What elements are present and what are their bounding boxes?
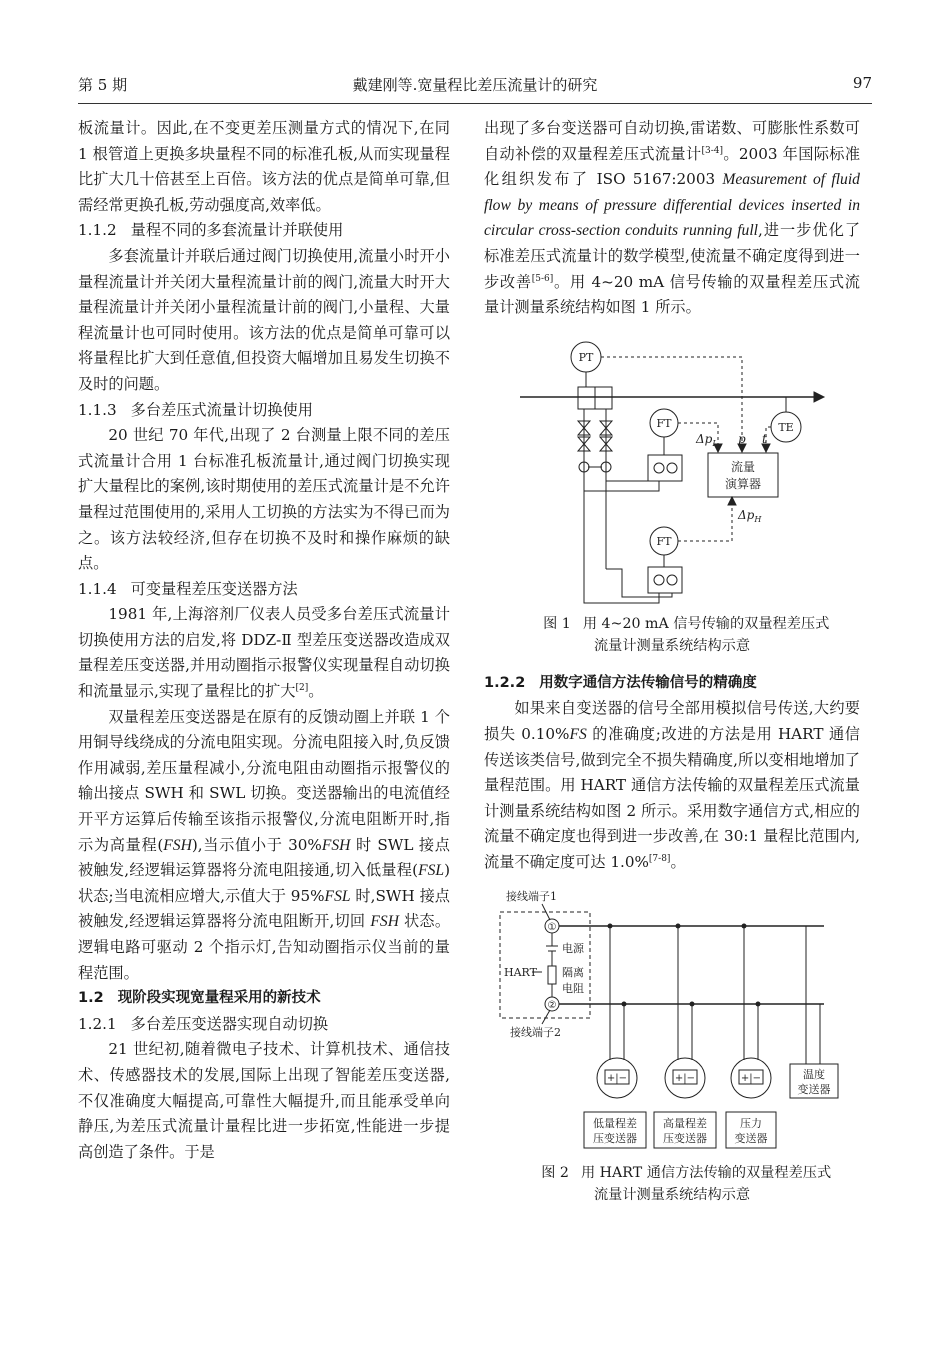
paragraph: 如果来自变送器的信号全部用模拟信号传送,大约要损失 0.10%FS 的准确度;改进的方法是用 HART 通信传送该类信号,做到完全不损失精确度,所以变相地增加了量程范围。用 HART 通信方法传输的双量程差压式流量计测量系统结构如图 2 所示。采用数字通信方式,相应的流量不确定度也得到进一步改善,在 30:1 量程比范围内,流量不确定度可达 1.0%[7-8]。: [484, 699, 860, 871]
dpl-label: $\Delta p_L$: [696, 431, 718, 448]
figure-1-caption: 图 1 用 4~20 mA 信号传输的双量程差压式 流量计测量系统结构示意: [543, 615, 830, 654]
dph-signal-line: [678, 499, 732, 541]
section-heading-1-1-4: 1.1.4 可变量程差压变送器方法: [78, 579, 298, 598]
section-heading-1-2-1: 1.2.1 多台差压变送器实现自动切换: [78, 1014, 329, 1033]
svg-text:低量程差: 低量程差: [593, 1116, 637, 1130]
figure-2-caption: 图 2 用 HART 通信方法传输的双量程差压式 流量计测量系统结构示意: [541, 1164, 832, 1203]
citation: [5-6]: [531, 273, 554, 284]
left-column: [78, 116, 450, 1165]
citation: [3-4]: [701, 145, 723, 156]
p-label: p: [738, 431, 746, 446]
svg-text:变送器: 变送器: [797, 1082, 831, 1096]
running-title: 戴建刚等.宽量程比差压流量计的研究: [352, 76, 598, 94]
section-heading-1-1-3: 1.1.3 多台差压式流量计切换使用: [78, 400, 313, 419]
hart-label: HART: [504, 965, 537, 979]
power-label: 电源: [562, 941, 584, 955]
figure-2-diagram: [484, 886, 860, 1162]
flow-arrow: [814, 392, 824, 402]
svg-text:高量程差: 高量程差: [663, 1116, 707, 1130]
dph-label: $\Delta p_H$: [738, 507, 762, 524]
paragraph: 双量程差压变送器是在原有的反馈动圈上并联 1 个用铜导线绕成的分流电阻实现。分流电阻接入时,负反馈作用减弱,差压量程减小,分流电阻由动圈指示报警仪的输出接点 SWH 和 SWL 切换。变送器输出的电流值经开平方运算后传输至该指示报警仪,分流电阻断开时,指示为高量程(FSH),当示值小于 30%FSH 时 SWL 接点被触发,经逻辑运算器将分流电阻接通,切入低量程(FSL)状态;当电流相应增大,示值大于 95%FSL 时,SWH 接点被触发,经逻辑运算器将分流电阻断开,切回 FSH 状态。逻辑电路可驱动 2 个指示灯,告知动圈指示仪当前的量程范围。: [78, 707, 451, 982]
t-label: t: [762, 431, 767, 446]
svg-text:①: ①: [547, 921, 557, 933]
ft-low-label: FT: [656, 416, 672, 430]
right-column: [484, 116, 860, 1206]
citation: [7-8]: [648, 853, 671, 864]
paragraph: 板流量计。因此,在不变更差压测量方式的情况下,在同 1 根管道上更换多块量程不同的标准孔板,从而实现量程比扩大几十倍甚至上百倍。该方法的优点是简单可靠,但需经常更换孔板,劳动强度高,效率低。: [78, 119, 450, 214]
svg-text:压变送器: 压变送器: [663, 1131, 707, 1145]
figure-1: [484, 331, 860, 657]
calculator-label-2: 演算器: [724, 476, 762, 491]
svg-text:温度: 温度: [803, 1067, 825, 1081]
svg-text:变送器: 变送器: [734, 1131, 768, 1145]
figure-1-diagram: [484, 331, 860, 613]
svg-text:压变送器: 压变送器: [593, 1131, 637, 1145]
paragraph: 20 世纪 70 年代,出现了 2 台测量上限不同的差压式流量计合用 1 台标准孔板流量计,通过阀门切换实现扩大量程比的案例,该时期使用的差压式流量计是不允许量程过范围使用的,采用人工切换的方法实为不得已而为之。该方法较经济,但存在切换不及时和操作麻烦的缺点。: [78, 426, 450, 573]
svg-text:②: ②: [547, 999, 557, 1011]
te-label: TE: [778, 420, 794, 434]
section-heading-1-2: 1.2 现阶段实现宽量程采用的新技术: [78, 990, 321, 1007]
terminal-2-label: 接线端子2: [510, 1025, 561, 1039]
section-heading-1-1-2: 1.1.2 量程不同的多套流量计并联使用: [78, 221, 344, 240]
paragraph: 1981 年,上海溶剂厂仪表人员受多台差压式流量计切换使用方法的启发,将 DDZ-Ⅱ 型差压变送器改造成双量程差压变送器,并用动圈指示报警仪实现量程自动切换和流量显示,实现了量程比的扩大[2]。: [78, 605, 450, 701]
paragraph: 出现了多台变送器可自动切换,雷诺数、可膨胀性系数可自动补偿的双量程差压式流量计[3-4]。2003 年国际标准化组织发布了 ISO 5167:2003 Measurement of fluid flow by means of pressure differential devices inserted in circular cross-section conduits running full,进一步优化了标准差压式流量计的数学模型,使流量不确定度得到进一步改善[5-6]。用 4~20 mA 信号传输的双量程差压式流量计测量系统结构如图 1 所示。: [484, 119, 861, 317]
pt-label: PT: [578, 350, 594, 364]
isolation-label-2: 电阻: [562, 981, 584, 995]
figure-2: [484, 886, 860, 1206]
isolation-label-1: 隔离: [562, 965, 584, 979]
paragraph: 多套流量计并联后通过阀门切换使用,流量小时开小量程流量计并关闭大量程流量计前的阀门,流量大时开大量程流量计并关闭小量程流量计前的阀门,小量程、大量程流量计也可同时使用。该方法的优点是简单可靠可以将量程比扩大到任意值,但投资大幅增加且易发生切换不及时的问题。: [78, 246, 450, 393]
svg-text:压力: 压力: [740, 1116, 762, 1130]
citation: [2]: [295, 683, 309, 693]
header-rule: [78, 103, 872, 104]
drops: [610, 926, 820, 1064]
issue-number: 第 5 期: [78, 76, 128, 94]
running-header: [78, 74, 872, 96]
calculator-label-1: 流量: [730, 459, 756, 474]
ft-high-label: FT: [656, 534, 672, 548]
section-heading-1-2-2: 1.2.2 用数字通信方法传输信号的精确度: [484, 674, 757, 691]
svg-text:+|−: +|−: [674, 1072, 696, 1084]
paragraph: 21 世纪初,随着微电子技术、计算机技术、通信技术、传感器技术的发展,国际上出现了智能差压变送器,不仅准确度大幅提高,可靠性大幅提升,而且能承受单向静压,为差压式流量计量程比进一步拓宽,性能进一步提高创造了条件。于是: [78, 1040, 450, 1161]
page-number: 97: [852, 74, 872, 92]
svg-text:+|−: +|−: [606, 1072, 628, 1084]
standard-title: Measurement of fluid flow by means of pressure differential devices inserted in circular cross-section conduits running full: [484, 171, 860, 240]
terminal-1-label: 接线端子1: [506, 889, 557, 903]
svg-text:+|−: +|−: [740, 1072, 762, 1084]
